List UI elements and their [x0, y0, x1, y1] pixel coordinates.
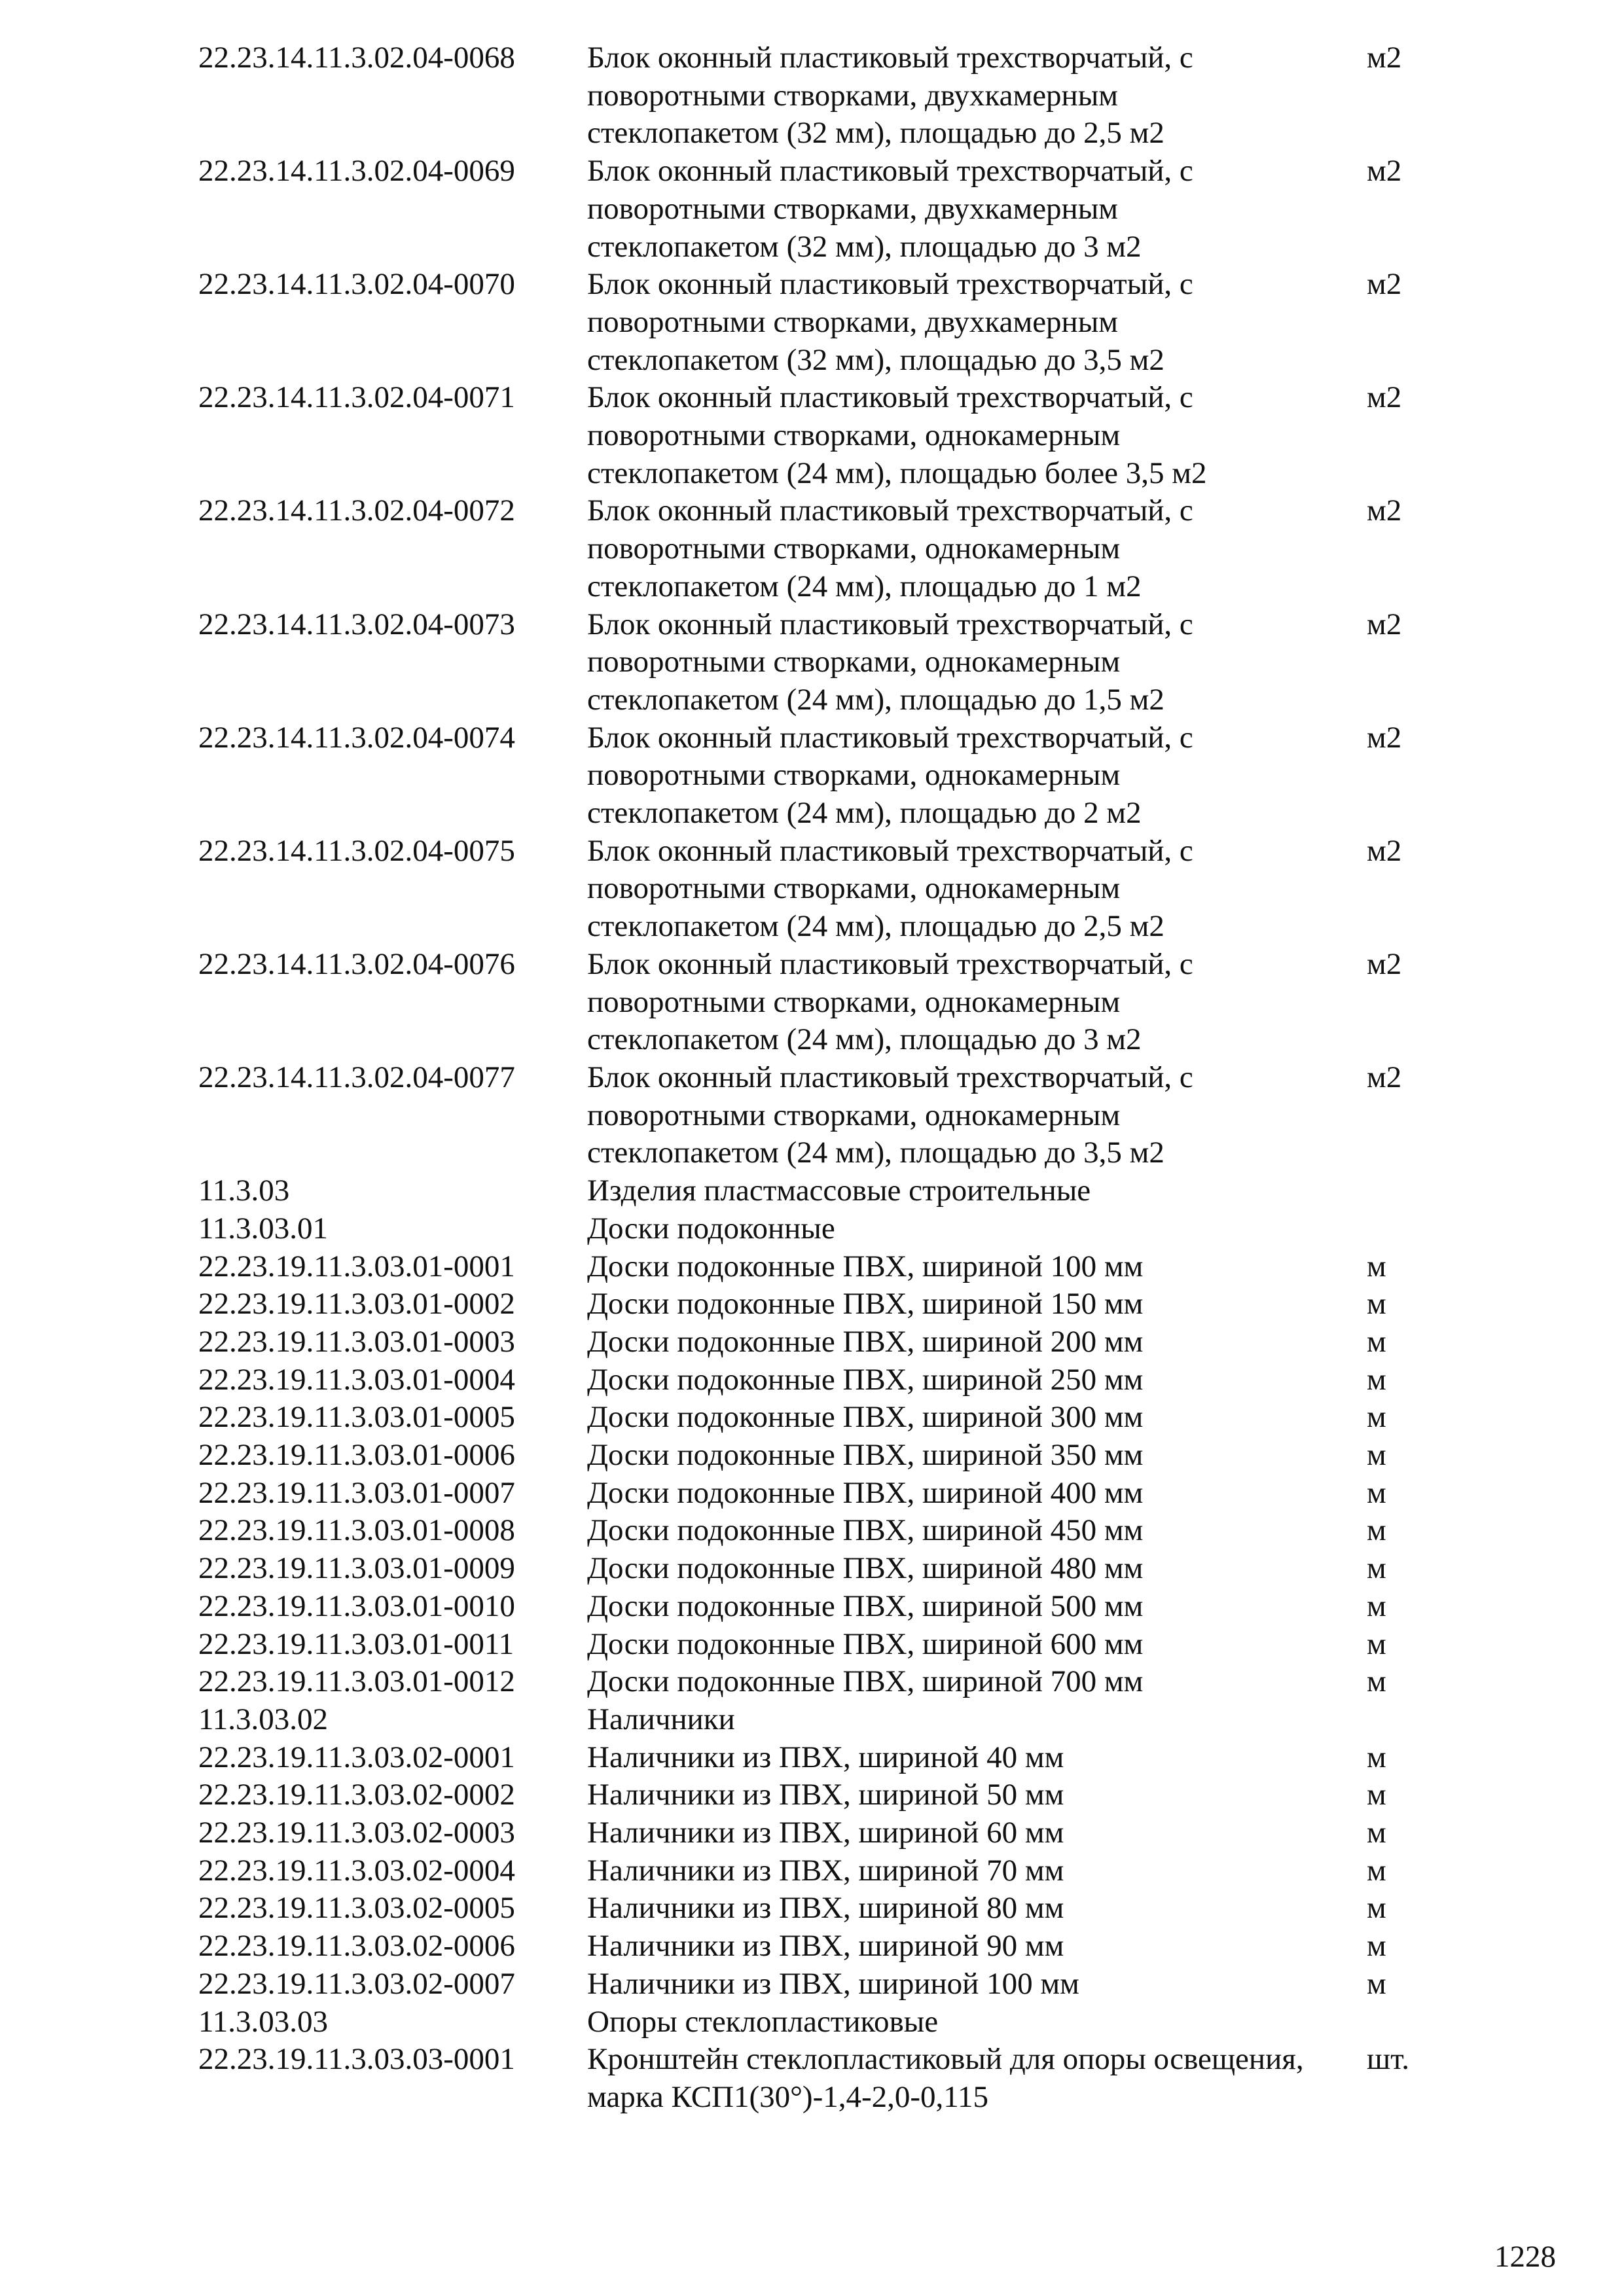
item-unit: м: [1367, 1362, 1386, 1397]
item-code: 22.23.19.11.3.03.03-0001: [198, 2042, 515, 2077]
item-code: 22.23.14.11.3.02.04-0069: [198, 154, 515, 188]
table-row: [198, 1550, 1442, 1588]
table-row: [198, 1928, 1442, 1965]
item-code: 22.23.19.11.3.03.01-0010: [198, 1588, 515, 1623]
table-row: [198, 1399, 1442, 1437]
item-unit: м: [1367, 1551, 1386, 1586]
item-unit: м: [1367, 1929, 1386, 1964]
item-unit: м: [1367, 1626, 1386, 1661]
item-code: 22.23.19.11.3.03.01-0009: [198, 1551, 515, 1586]
item-unit: м: [1367, 1400, 1386, 1435]
item-code: 22.23.19.11.3.03.02-0003: [198, 1816, 515, 1850]
item-unit: м: [1367, 1853, 1386, 1888]
table-row: [198, 719, 1442, 833]
item-unit: м2: [1367, 946, 1402, 981]
item-unit: м2: [1367, 154, 1402, 188]
item-description: Блок оконный пластиковый трехстворчатый, с поворотными створками, двухкамерным стеклопакетом (32 мм), площадью до 3 м2: [587, 154, 1193, 264]
item-unit: м: [1367, 1475, 1386, 1510]
item-description: Блок оконный пластиковый трехстворчатый, с поворотными створками, однокамерным стеклопакетом (24 мм), площадью до 1 м2: [587, 493, 1193, 603]
item-code: 22.23.14.11.3.02.04-0068: [198, 41, 515, 75]
item-unit: м: [1367, 1740, 1386, 1774]
item-code: 22.23.19.11.3.03.02-0007: [198, 1966, 515, 2001]
table-row: [198, 1512, 1442, 1550]
item-description: Наличники из ПВХ, шириной 100 мм: [587, 1966, 1079, 2001]
table-row: [198, 1776, 1442, 1814]
item-code: 11.3.03.03: [198, 2004, 329, 2039]
item-description: Наличники из ПВХ, шириной 60 мм: [587, 1816, 1064, 1850]
item-code: 22.23.19.11.3.03.01-0008: [198, 1513, 515, 1548]
item-code: 22.23.19.11.3.03.01-0006: [198, 1438, 515, 1473]
table-row: [198, 1059, 1442, 1172]
table-row: [198, 2041, 1442, 2116]
item-unit: м2: [1367, 41, 1402, 75]
table-row: [198, 1739, 1442, 1777]
item-code: 22.23.14.11.3.02.04-0072: [198, 493, 515, 528]
item-code: 11.3.03.01: [198, 1211, 329, 1246]
item-description: Доски подоконные ПВХ, шириной 600 мм: [587, 1626, 1144, 1661]
item-unit: м2: [1367, 833, 1402, 868]
table-row: [198, 1172, 1442, 1210]
table-row: [198, 1210, 1442, 1248]
item-code: 22.23.19.11.3.03.02-0005: [198, 1891, 515, 1926]
item-description: Наличники из ПВХ, шириной 40 мм: [587, 1740, 1064, 1774]
item-code: 22.23.14.11.3.02.04-0077: [198, 1060, 515, 1094]
item-unit: [1367, 2003, 1442, 2041]
table-row: [198, 1285, 1442, 1323]
item-unit: м: [1367, 1891, 1386, 1926]
price-list-table: [198, 39, 1442, 2117]
table-row: [198, 1663, 1442, 1701]
item-description: Доски подоконные ПВХ, шириной 350 мм: [587, 1438, 1144, 1473]
item-unit: м2: [1367, 493, 1402, 528]
item-code: 22.23.14.11.3.02.04-0070: [198, 267, 515, 302]
table-row: [198, 39, 1442, 152]
item-description: Наличники: [587, 1702, 735, 1736]
item-description: Кронштейн стеклопластиковый для опоры освещения, марка КСП1(30°)-1,4-2,0-0,115: [587, 2042, 1304, 2114]
table-row: [198, 833, 1442, 946]
item-description: Доски подоконные ПВХ, шириной 300 мм: [587, 1400, 1144, 1435]
table-row: [198, 1626, 1442, 1664]
item-description: Блок оконный пластиковый трехстворчатый, с поворотными створками, двухкамерным стеклопакетом (32 мм), площадью до 3,5 м2: [587, 267, 1193, 377]
item-code: 22.23.19.11.3.03.01-0005: [198, 1400, 515, 1435]
item-unit: м: [1367, 1966, 1386, 2001]
item-description: Наличники из ПВХ, шириной 70 мм: [587, 1853, 1064, 1888]
item-code: 22.23.19.11.3.03.01-0012: [198, 1664, 515, 1699]
item-unit: м2: [1367, 380, 1402, 415]
table-row: [198, 1248, 1442, 1286]
item-code: 22.23.19.11.3.03.01-0002: [198, 1287, 515, 1321]
item-description: Доски подоконные: [587, 1211, 835, 1246]
item-unit: м2: [1367, 1060, 1402, 1094]
table-row: [198, 1965, 1442, 2003]
item-code: 22.23.14.11.3.02.04-0074: [198, 720, 515, 755]
item-unit: [1367, 1701, 1442, 1739]
item-code: 11.3.03.02: [198, 1702, 329, 1736]
item-unit: [1367, 1172, 1442, 1210]
item-description: Наличники из ПВХ, шириной 80 мм: [587, 1891, 1064, 1926]
item-description: Изделия пластмассовые строительные: [587, 1174, 1091, 1208]
table-row: [198, 1701, 1442, 1739]
item-description: Блок оконный пластиковый трехстворчатый, с поворотными створками, однокамерным стеклопакетом (24 мм), площадью до 3,5 м2: [587, 1060, 1193, 1170]
item-description: Блок оконный пластиковый трехстворчатый, с поворотными створками, однокамерным стеклопакетом (24 мм), площадью до 2 м2: [587, 720, 1193, 831]
item-unit: м: [1367, 1438, 1386, 1473]
item-unit: м2: [1367, 720, 1402, 755]
item-description: Наличники из ПВХ, шириной 50 мм: [587, 1778, 1064, 1812]
table-row: [198, 1890, 1442, 1928]
item-unit: м2: [1367, 607, 1402, 641]
table-row: [198, 1475, 1442, 1513]
item-description: Блок оконный пластиковый трехстворчатый, с поворотными створками, двухкамерным стеклопакетом (32 мм), площадью до 2,5 м2: [587, 41, 1193, 151]
item-description: Блок оконный пластиковый трехстворчатый, с поворотными створками, однокамерным стеклопакетом (24 мм), площадью до 2,5 м2: [587, 833, 1193, 944]
item-description: Доски подоконные ПВХ, шириной 250 мм: [587, 1362, 1144, 1397]
table-row: [198, 266, 1442, 379]
item-unit: м: [1367, 1588, 1386, 1623]
item-description: Наличники из ПВХ, шириной 90 мм: [587, 1929, 1064, 1964]
item-description: Доски подоконные ПВХ, шириной 500 мм: [587, 1588, 1144, 1623]
item-description: Доски подоконные ПВХ, шириной 400 мм: [587, 1475, 1144, 1510]
item-unit: м: [1367, 1287, 1386, 1321]
table-row: [198, 1323, 1442, 1361]
page-number: 1228: [1494, 2240, 1556, 2274]
table-row: [198, 1588, 1442, 1626]
item-code: 22.23.14.11.3.02.04-0076: [198, 946, 515, 981]
item-unit: м: [1367, 1249, 1386, 1283]
item-code: 22.23.19.11.3.03.02-0006: [198, 1929, 515, 1964]
item-description: Доски подоконные ПВХ, шириной 700 мм: [587, 1664, 1144, 1699]
item-unit: м2: [1367, 267, 1402, 302]
table-row: [198, 946, 1442, 1059]
item-unit: м: [1367, 1324, 1386, 1359]
item-code: 22.23.19.11.3.03.01-0004: [198, 1362, 515, 1397]
item-unit: [1367, 1210, 1442, 1248]
item-description: Доски подоконные ПВХ, шириной 480 мм: [587, 1551, 1144, 1586]
item-code: 22.23.19.11.3.03.01-0003: [198, 1324, 515, 1359]
item-description: Доски подоконные ПВХ, шириной 100 мм: [587, 1249, 1144, 1283]
table-row: [198, 1437, 1442, 1475]
item-unit: м: [1367, 1816, 1386, 1850]
item-description: Доски подоконные ПВХ, шириной 150 мм: [587, 1287, 1144, 1321]
item-unit: м: [1367, 1664, 1386, 1699]
item-description: Блок оконный пластиковый трехстворчатый, с поворотными створками, однокамерным стеклопакетом (24 мм), площадью до 3 м2: [587, 946, 1193, 1057]
item-code: 22.23.14.11.3.02.04-0073: [198, 607, 515, 641]
table-row: [198, 152, 1442, 266]
item-description: Доски подоконные ПВХ, шириной 450 мм: [587, 1513, 1144, 1548]
table-row: [198, 2003, 1442, 2041]
item-code: 22.23.19.11.3.03.01-0011: [198, 1626, 514, 1661]
item-unit: м: [1367, 1778, 1386, 1812]
table-row: [198, 1852, 1442, 1890]
table-row: [198, 1361, 1442, 1399]
item-code: 22.23.19.11.3.03.02-0004: [198, 1853, 515, 1888]
item-code: 22.23.14.11.3.02.04-0075: [198, 833, 515, 868]
item-code: 22.23.19.11.3.03.02-0002: [198, 1778, 515, 1812]
item-description: Блок оконный пластиковый трехстворчатый, с поворотными створками, однокамерным стеклопакетом (24 мм), площадью до 1,5 м2: [587, 607, 1193, 717]
table-row: [198, 379, 1442, 492]
item-description: Блок оконный пластиковый трехстворчатый, с поворотными створками, однокамерным стеклопакетом (24 мм), площадью более 3,5 м2: [587, 380, 1207, 490]
table-row: [198, 492, 1442, 605]
item-unit: шт.: [1367, 2042, 1409, 2077]
table-row: [198, 606, 1442, 719]
item-code: 11.3.03: [198, 1174, 290, 1208]
item-code: 22.23.19.11.3.03.01-0007: [198, 1475, 515, 1510]
table-row: [198, 1814, 1442, 1852]
item-unit: м: [1367, 1513, 1386, 1548]
item-code: 22.23.19.11.3.03.02-0001: [198, 1740, 515, 1774]
item-description: Доски подоконные ПВХ, шириной 200 мм: [587, 1324, 1144, 1359]
item-description: Опоры стеклопластиковые: [587, 2004, 939, 2039]
item-code: 22.23.14.11.3.02.04-0071: [198, 380, 515, 415]
item-code: 22.23.19.11.3.03.01-0001: [198, 1249, 515, 1283]
